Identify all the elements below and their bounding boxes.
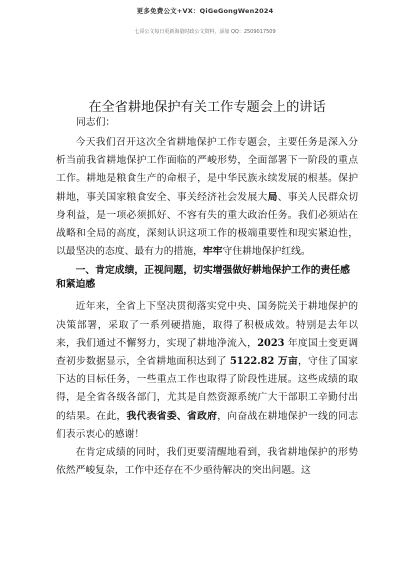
section-heading-1: 一、肯定成绩，正视问题，切实增强做好耕地保护工作的责任感和紧迫感 [56,265,350,291]
header-promo-line: 更多免费公文+VX：QiGeGongWen2024 [136,7,274,15]
paragraph-achievements-text-4: ，向奋战在耕地保护一线的同志们表示衷心的感谢！ [56,410,359,440]
paragraph-achievements-text-2: 年度国土变更调查初步数据显示，全省耕地面积达到了 [56,337,358,368]
document-body [56,99,358,480]
paragraph-intro-bold-1: 局 [267,191,278,203]
salutation: 同志们： [76,117,116,128]
year-2023: 2023 [257,337,285,349]
paragraph-problems: 在肯定成绩的同时，我们更要清醒地看到，我省耕地保护的形势依然严峻复杂，工作中还存在不少亟待解决的突出问题。这 [56,447,358,477]
paragraph-achievements-text: 近年来，全省上下坚决贯彻落实党中央、国务院关于耕地保护的决策部署，采取了一系列硬措施，取得了积极成效。特别是去年以来，我们通过不懈努力，实现了耕地净流入， [56,301,358,349]
farmland-area: 5122.82 万亩 [229,356,299,368]
paragraph-intro-text: 今天我们召开这次全省耕地保护工作专题会，主要任务是深入分析当前我省耕地保护工作面临的严峻形势，全面部署下一阶段的重点工作。耕地是粮食生产的命根子，是中华民族永续发展的根基。保护耕地，事关国家粮食安全、事关经济社会发展大 [56,137,358,203]
paragraph-achievements [56,298,358,444]
paragraph-intro [56,134,358,261]
paragraph-intro-bold-2: 牢牢 [202,246,223,258]
paragraph-achievements-text-3: ，守住了国家下达的目标任务，一些重点工作也取得了阶段性进展。这些成绩的取得，是全省各级各部门，尤其是自然资源系统广大干部职工辛勤付出的结果。在此， [56,356,358,422]
header-sub-line: 七哥公文每日更新海量时政公文资料，添加 QQ：2509017509 [134,29,276,35]
paragraph-intro-text-2: 、事关人民群众切身利益，是一项必须抓好、不容有失的重大政治任务。我们必须站在战略和全局的高度，深刻认识这项工作的极端重要性和现实紧迫性，以最坚决的态度、最有力的措施， [56,191,359,258]
on-behalf-of: 我代表省委、省政府 [126,410,218,422]
paragraph-intro-text-3: 守住耕地保护红线。 [222,246,311,258]
document-title: 在全省耕地保护有关工作专题会上的讲话 [88,100,326,115]
